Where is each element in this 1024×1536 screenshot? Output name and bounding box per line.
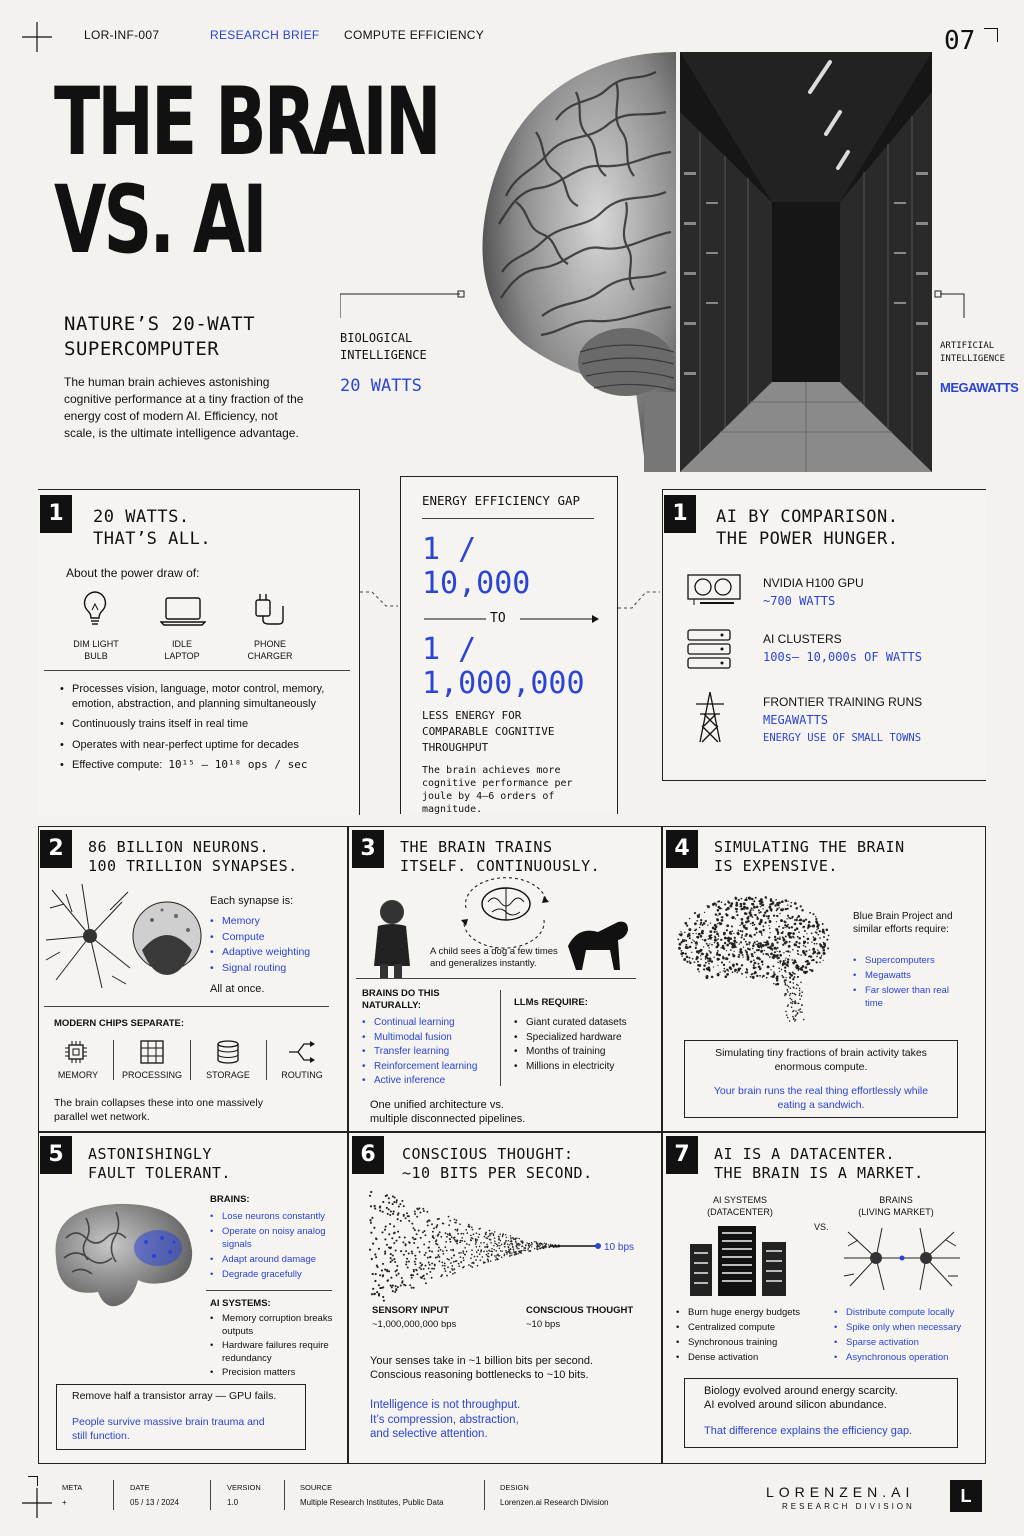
list-item: • Megawatts <box>853 969 953 982</box>
list-item: • Degrade gracefully <box>210 1268 334 1281</box>
list-item <box>60 758 336 773</box>
panel-title: SIMULATING THE BRAIN IS EXPENSIVE. <box>714 838 905 875</box>
synapse-list <box>210 914 310 976</box>
brand-name: LORENZEN.AI <box>766 1484 915 1500</box>
hero-intro: The human brain achieves astonishing cognitive performance at a tiny fraction of the energy cost of modern AI. Efficiency, not scale, is the ultimate intelligence advantage. <box>64 375 304 440</box>
simulation-intro: Blue Brain Project and similar efforts require: <box>853 911 953 935</box>
ai-heading: AI SYSTEMS: <box>210 1298 271 1309</box>
callout-text: Simulating tiny fractions of brain activity takes enormous compute. <box>715 1047 927 1073</box>
list-item: • Signal routing <box>210 961 310 977</box>
panel-title: THE BRAIN TRAINS ITSELF. CONTINUOUSLY. <box>400 838 601 875</box>
design-value: Lorenzen.ai Research Division <box>500 1498 609 1507</box>
brains-title: BRAINS DO THIS NATURALLY: <box>362 988 440 1011</box>
panel-title: AI IS A DATACENTER. THE BRAIN IS A MARKET. <box>714 1145 924 1182</box>
dotted-brain-illustration <box>672 886 842 1026</box>
chips-title: MODERN CHIPS SEPARATE: <box>54 1018 185 1029</box>
item-bulb: DIM LIGHT BULB <box>73 639 119 661</box>
ratio-1-numerator: 1 / <box>422 532 477 567</box>
arrow-icon <box>424 612 600 626</box>
gap-to: TO <box>490 611 506 626</box>
gpu-icon <box>686 573 742 607</box>
source-label: SOURCE <box>300 1483 333 1492</box>
divider <box>206 1290 332 1291</box>
bio-value: 20 WATTS <box>340 376 422 396</box>
version-label: VERSION <box>227 1483 261 1492</box>
panel-title: 86 BILLION NEURONS. 100 TRILLION SYNAPSES. <box>88 838 298 875</box>
panel-number: 1 <box>40 495 72 533</box>
chip-label-processing: PROCESSING <box>121 1070 182 1080</box>
grid-icon <box>140 1040 164 1064</box>
training-value: MEGAWATTS <box>763 713 829 727</box>
gap-desc: LESS ENERGY FOR COMPARABLE COGNITIVE THROUGHPUT <box>422 709 555 754</box>
list-item: • Months of training <box>514 1045 627 1060</box>
list-item: • Operate on noisy analog signals <box>210 1225 334 1251</box>
callout-text: Biology evolved around energy scarcity. AI evolved around silicon abundance. <box>704 1385 898 1411</box>
charger-icon <box>252 592 288 628</box>
neuron-network-icon <box>842 1224 962 1294</box>
date-label: DATE <box>130 1483 150 1492</box>
callout-blue: That difference explains the efficiency gap. <box>704 1425 913 1437</box>
panel-number: 5 <box>40 1136 72 1174</box>
doc-code: LOR-INF-007 <box>84 28 160 42</box>
crosshair-icon <box>22 1488 52 1518</box>
routing-icon <box>288 1040 316 1064</box>
list-item: • Asynchronous operation <box>834 1350 961 1365</box>
compute-value: 10¹⁵ – 10¹⁸ ops / sec <box>168 758 308 771</box>
divider <box>266 1040 267 1080</box>
rate-label: 10 bps <box>604 1242 635 1253</box>
datacenter-buildings-icon <box>688 1222 788 1298</box>
dashed-connector <box>618 588 662 612</box>
power-about: About the power draw of: <box>66 566 200 580</box>
divider <box>484 1480 485 1510</box>
panel-number: 1 <box>664 495 696 533</box>
gap-note: The brain achieves more cognitive performance per joule by 4–6 orders of magnitude. <box>422 765 573 815</box>
neurons-footnote: The brain collapses these into one massively parallel wet network. <box>54 1097 263 1123</box>
ratio-2-denominator: 1,000,000 <box>422 666 585 701</box>
ai-connector <box>934 290 970 320</box>
funnel-illustration <box>360 1178 606 1308</box>
divider <box>190 1040 191 1080</box>
bits-text: Your senses take in ~1 billion bits per second. Conscious reasoning bottlenecks to ~10 bits. <box>370 1355 594 1381</box>
source-value: Multiple Research Institutes, Public Data <box>300 1498 444 1507</box>
divider <box>113 1040 114 1080</box>
llm-title: LLMs REQUIRE: <box>514 997 588 1008</box>
training-footnote: One unified architecture vs. multiple disconnected pipelines. <box>370 1099 526 1125</box>
item-charger: PHONE CHARGER <box>247 639 293 661</box>
chip-label-routing: ROUTING <box>281 1070 323 1080</box>
brand-subtitle: RESEARCH DIVISION <box>782 1502 915 1511</box>
list-item: • Specialized hardware <box>514 1031 627 1046</box>
hero-subtitle: NATURE’S 20-WATT SUPERCOMPUTER <box>64 313 256 360</box>
list-item: • Operates with near-perfect uptime for decades <box>60 738 336 753</box>
bio-connector <box>340 290 466 320</box>
callout-blue: Your brain runs the real thing effortlessly while eating a sandwich. <box>713 1085 929 1111</box>
training-extra: ENERGY USE OF SMALL TOWNS <box>763 732 922 744</box>
bio-label: BIOLOGICAL INTELLIGENCE <box>340 331 427 362</box>
gpu-value: ~700 WATTS <box>763 594 836 608</box>
list-item: • Burn huge energy budgets <box>676 1305 800 1320</box>
list-item: • Memory corruption breaks outputs <box>210 1313 334 1338</box>
panel-title: 20 WATTS. THAT’S ALL. <box>93 507 212 549</box>
title-line-1: THE BRAIN <box>54 68 439 177</box>
list-item: • Lose neurons constantly <box>210 1210 334 1223</box>
damaged-brain-illustration <box>46 1198 196 1308</box>
crosshair-icon <box>22 22 52 52</box>
panel-title: ASTONISHINGLY FAULT TOLERANT. <box>88 1145 231 1182</box>
corner-mark-icon <box>984 28 998 42</box>
version-value: 1.0 <box>227 1498 239 1507</box>
ratio-2-numerator: 1 / <box>422 632 477 667</box>
list-item: • Sparse activation <box>834 1335 961 1350</box>
list-item: • Spike only when necessary <box>834 1320 961 1335</box>
divider <box>284 1480 285 1510</box>
list-item: • Active inference <box>362 1074 477 1089</box>
output-label: CONSCIOUS THOUGHT <box>526 1305 634 1316</box>
meta-label: META <box>62 1483 83 1492</box>
chip-icon <box>64 1040 88 1064</box>
list-item: • Precision matters <box>210 1367 334 1380</box>
meta-value: + <box>62 1498 67 1507</box>
brains-market-heading: BRAINS (LIVING MARKET) <box>858 1195 934 1217</box>
datacenter-photo <box>680 52 932 472</box>
synapse-intro: Each synapse is: <box>210 895 294 907</box>
list-item: • Adapt around damage <box>210 1253 334 1266</box>
list-item: • Distribute compute locally <box>834 1305 961 1320</box>
list-item: • Transfer learning <box>362 1045 477 1060</box>
panel-number: 2 <box>40 830 72 868</box>
corner-mark-icon <box>28 1476 38 1486</box>
list-item: • Synchronous training <box>676 1335 800 1350</box>
list-item: • Processes vision, language, motor control, memory, emotion, abstraction, and planning simultaneously <box>60 682 336 711</box>
ratio-1-denominator: 10,000 <box>422 566 531 601</box>
page-number: 07 <box>944 26 976 56</box>
ai-label: ARTIFICIAL INTELLIGENCE <box>940 341 1006 364</box>
list-item: • Millions in electricity <box>514 1060 627 1075</box>
divider <box>44 670 350 671</box>
input-label: SENSORY INPUT <box>372 1305 450 1316</box>
divider <box>500 990 501 1086</box>
server-rack-icon <box>686 628 732 672</box>
vs-label: VS. <box>814 1222 829 1232</box>
compute-label: Effective compute: <box>72 759 163 771</box>
brain-market-list <box>834 1305 961 1365</box>
dashed-connector <box>360 588 400 612</box>
cluster-value: 100s– 10,000s OF WATTS <box>763 650 922 664</box>
ai-market-list <box>676 1305 800 1365</box>
chip-label-memory: MEMORY <box>57 1070 99 1080</box>
list-item: • Far slower than real time <box>853 984 953 1010</box>
gpu-label: NVIDIA H100 GPU <box>763 576 864 590</box>
synapse-all: All at once. <box>210 983 265 995</box>
divider <box>210 1480 211 1510</box>
panel-number: 3 <box>352 830 384 868</box>
training-label: FRONTIER TRAINING RUNS <box>763 695 923 709</box>
date-value: 05 / 13 / 2024 <box>130 1498 179 1507</box>
list-item: • Giant curated datasets <box>514 1016 627 1031</box>
bits-blue: Intelligence is not throughput. It’s compression, abstraction, and selective attention. <box>370 1399 521 1440</box>
output-value: ~10 bps <box>526 1319 561 1330</box>
divider <box>356 978 636 979</box>
panel-number: 7 <box>666 1136 698 1174</box>
laptop-icon <box>160 596 206 626</box>
brains-fault-list <box>210 1210 334 1281</box>
panel-title: CONSCIOUS THOUGHT: ~10 BITS PER SECOND. <box>402 1145 593 1182</box>
divider <box>44 1006 329 1007</box>
panel-number: 4 <box>666 830 698 868</box>
input-value: ~1,000,000,000 bps <box>372 1319 457 1330</box>
gap-title: ENERGY EFFICIENCY GAP <box>422 493 581 508</box>
divider <box>113 1480 114 1510</box>
chip-label-storage: STORAGE <box>206 1070 250 1080</box>
brain-illustration <box>476 52 676 472</box>
design-label: DESIGN <box>500 1483 529 1492</box>
cluster-label: AI CLUSTERS <box>763 632 842 646</box>
llm-list <box>514 1016 627 1074</box>
list-item: • Continuously trains itself in real time <box>60 717 336 732</box>
ai-systems-heading: AI SYSTEMS (DATACENTER) <box>707 1195 773 1217</box>
simulation-list <box>853 954 953 1010</box>
divider <box>422 518 594 519</box>
doc-topic: COMPUTE EFFICIENCY <box>344 28 485 42</box>
database-icon <box>216 1040 240 1064</box>
list-item: • Continual learning <box>362 1016 477 1031</box>
panel-title: AI BY COMPARISON. THE POWER HUNGER. <box>716 507 899 549</box>
list-item: • Adaptive weighting <box>210 945 310 961</box>
ai-value: MEGAWATTS <box>940 380 1019 395</box>
list-item: • Compute <box>210 930 310 946</box>
list-item: • Multimodal fusion <box>362 1031 477 1046</box>
power-tower-icon <box>692 690 728 744</box>
list-item: • Supercomputers <box>853 954 953 967</box>
panel1-bullets <box>60 682 336 773</box>
ai-fault-list <box>210 1313 334 1380</box>
child-caption: A child sees a dog a few times and generalizes instantly. <box>430 946 558 969</box>
brand-logo: L <box>950 1480 982 1512</box>
list-item: • Memory <box>210 914 310 930</box>
brains-list <box>362 1016 477 1089</box>
callout-text: Remove half a transistor array — GPU fails. <box>72 1390 277 1402</box>
list-item: • Reinforcement learning <box>362 1060 477 1075</box>
doc-category: RESEARCH BRIEF <box>210 28 320 42</box>
list-item: • Centralized compute <box>676 1320 800 1335</box>
panel-number: 6 <box>352 1136 384 1174</box>
list-item: • Hardware failures require redundancy <box>210 1340 334 1365</box>
bulb-icon <box>80 590 110 626</box>
neuron-illustration <box>42 880 202 990</box>
item-laptop: IDLE LAPTOP <box>164 639 200 661</box>
list-item: • Dense activation <box>676 1350 800 1365</box>
callout-blue: People survive massive brain trauma and still function. <box>72 1416 265 1442</box>
brains-heading: BRAINS: <box>210 1194 250 1205</box>
title-line-2: VS. AI <box>54 166 265 275</box>
